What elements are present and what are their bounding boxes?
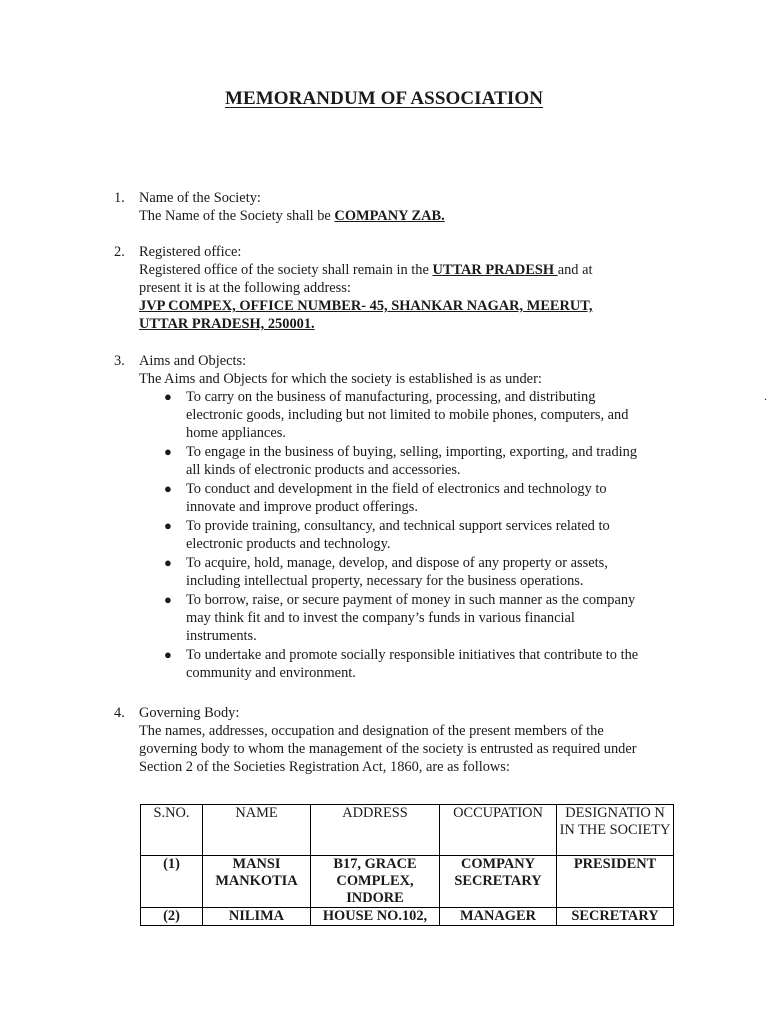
members-table <box>140 804 674 926</box>
table-row <box>141 908 674 926</box>
cell-name: NILIMA <box>203 908 311 926</box>
office-text-suffix: and at <box>557 262 593 278</box>
bullet-icon: ● <box>164 592 172 607</box>
table-header-row <box>141 805 674 856</box>
list-item: ● To provide training, consultancy, and technical support services related to electronic products and technology. <box>164 518 610 552</box>
cell-address: B17, GRACE COMPLEX, INDORE <box>311 856 440 908</box>
cell-designation: SECRETARY <box>557 908 674 926</box>
bullet-icon: ● <box>164 444 172 459</box>
section-number: 3. <box>114 353 125 369</box>
section-heading: Name of the Society: <box>139 190 261 206</box>
section-number: 4. <box>114 705 125 721</box>
column-header-address: ADDRESS <box>311 805 440 856</box>
cell-sno: (1) <box>141 856 203 908</box>
cell-name: MANSI MANKOTIA <box>203 856 311 908</box>
table-row <box>141 856 674 908</box>
cell-sno: (2) <box>141 908 203 926</box>
office-text-line <box>139 261 689 279</box>
objects-list <box>139 388 689 682</box>
society-name-line <box>139 207 689 225</box>
society-name-prefix: The Name of the Society shall be <box>139 208 335 224</box>
bullet-icon: ● <box>164 647 172 662</box>
list-item: ● To acquire, hold, manage, develop, and dispose of any property or assets, including intellectual property, necessary for the business operations. <box>164 555 608 589</box>
section-governing-body <box>114 704 689 776</box>
governing-text-line: The names, addresses, occupation and designation of the present members of the <box>139 723 604 739</box>
list-item: ● To undertake and promote socially responsible initiatives that contribute to the community and environment. <box>164 647 639 681</box>
bullet-icon: ● <box>164 555 172 570</box>
society-name: COMPANY ZAB. <box>334 208 445 224</box>
aims-intro: The Aims and Objects for which the society is established is as under: <box>139 371 542 387</box>
list-item: ● To borrow, raise, or secure payment of money in such manner as the company may think fit and to invest the company’s funds in various financial instruments. <box>164 592 636 644</box>
section-number: 2. <box>114 244 125 260</box>
section-heading: Registered office: <box>139 244 242 260</box>
section-registered-office <box>114 243 689 333</box>
list-item: ● To engage in the business of buying, selling, importing, exporting, and trading all kinds of electronic products and accessories. <box>164 444 638 478</box>
column-header-sno: S.NO. <box>141 805 203 856</box>
office-text-prefix: Registered office of the society shall remain in the <box>139 262 433 278</box>
cell-designation: PRESIDENT <box>557 856 674 908</box>
cell-occupation: COMPANY SECRETARY <box>440 856 557 908</box>
section-heading: Aims and Objects: <box>139 353 247 369</box>
bullet-icon: ● <box>164 518 172 533</box>
column-header-occupation: OCCUPATION <box>440 805 557 856</box>
list-item: ● To carry on the business of manufacturing, processing, and distributing electronic goods, including but not limited to mobile phones, computers, and home appliances. <box>164 389 629 441</box>
column-header-designation: DESIGNATIO N IN THE SOCIETY <box>557 805 674 856</box>
cell-address: HOUSE NO.102, <box>311 908 440 926</box>
section-heading: Governing Body: <box>139 705 240 721</box>
list-item: ● To conduct and development in the field of electronics and technology to innovate and improve product offerings. <box>164 481 607 515</box>
column-header-name: NAME <box>203 805 311 856</box>
cell-occupation: MANAGER <box>440 908 557 926</box>
governing-text-line: governing body to whom the management of the society is entrusted as required under <box>139 741 637 757</box>
section-number: 1. <box>114 190 125 206</box>
section-name-of-society <box>114 189 689 225</box>
stray-mark: . <box>764 389 767 403</box>
section-aims-objects <box>114 352 689 683</box>
office-address-line1: JVP COMPEX, OFFICE NUMBER- 45, SHANKAR NAGAR, MEERUT, <box>139 298 593 314</box>
office-address-line2: UTTAR PRADESH, 250001. <box>139 316 315 332</box>
office-state: UTTAR PRADESH <box>432 262 558 278</box>
document-title: MEMORANDUM OF ASSOCIATION <box>224 88 544 109</box>
bullet-icon: ● <box>164 389 172 404</box>
office-text-line2: present it is at the following address: <box>139 280 351 296</box>
bullet-icon: ● <box>164 481 172 496</box>
governing-text-line: Section 2 of the Societies Registration Act, 1860, are as follows: <box>139 759 510 775</box>
